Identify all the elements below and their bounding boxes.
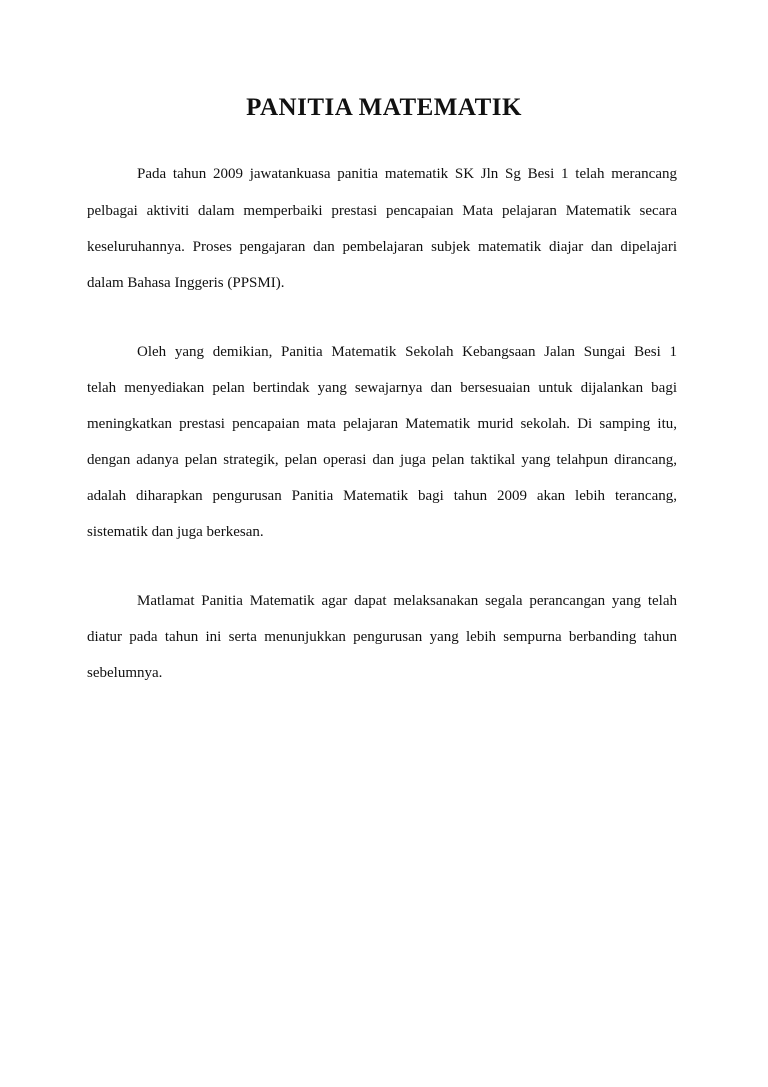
paragraph-line: sistematik dan juga berkesan. bbox=[87, 524, 264, 540]
paragraph-line: dalam Bahasa Inggeris (PPSMI). bbox=[87, 275, 285, 291]
paragraph-line: Pada tahun 2009 jawatankuasa panitia matematik SK Jln Sg Besi 1 telah merancang bbox=[137, 166, 677, 182]
paragraph-line: telah menyediakan pelan bertindak yang sewajarnya dan bersesuaian untuk dijalankan bagi bbox=[87, 380, 677, 396]
paragraph-line: diatur pada tahun ini serta menunjukkan pengurusan yang lebih sempurna berbanding tahun bbox=[87, 629, 677, 645]
paragraph-line: adalah diharapkan pengurusan Panitia Matematik bagi tahun 2009 akan lebih terancang, bbox=[87, 488, 677, 504]
paragraph-line: dengan adanya pelan strategik, pelan operasi dan juga pelan taktikal yang telahpun dirancang, bbox=[87, 452, 677, 468]
paragraph-line: sebelumnya. bbox=[87, 665, 163, 681]
paragraph-line: meningkatkan prestasi pencapaian mata pelajaran Matematik murid sekolah. Di samping itu, bbox=[87, 416, 677, 432]
paragraph-line: keseluruhannya. Proses pengajaran dan pembelajaran subjek matematik diajar dan dipelajari bbox=[87, 239, 677, 255]
document-title: PANITIA MATEMATIK bbox=[246, 94, 522, 121]
paragraph-line: Oleh yang demikian, Panitia Matematik Sekolah Kebangsaan Jalan Sungai Besi 1 bbox=[137, 344, 677, 360]
paragraph-line: pelbagai aktiviti dalam memperbaiki prestasi pencapaian Mata pelajaran Matematik secara bbox=[87, 203, 677, 219]
paragraph-line: Matlamat Panitia Matematik agar dapat melaksanakan segala perancangan yang telah bbox=[137, 593, 677, 609]
